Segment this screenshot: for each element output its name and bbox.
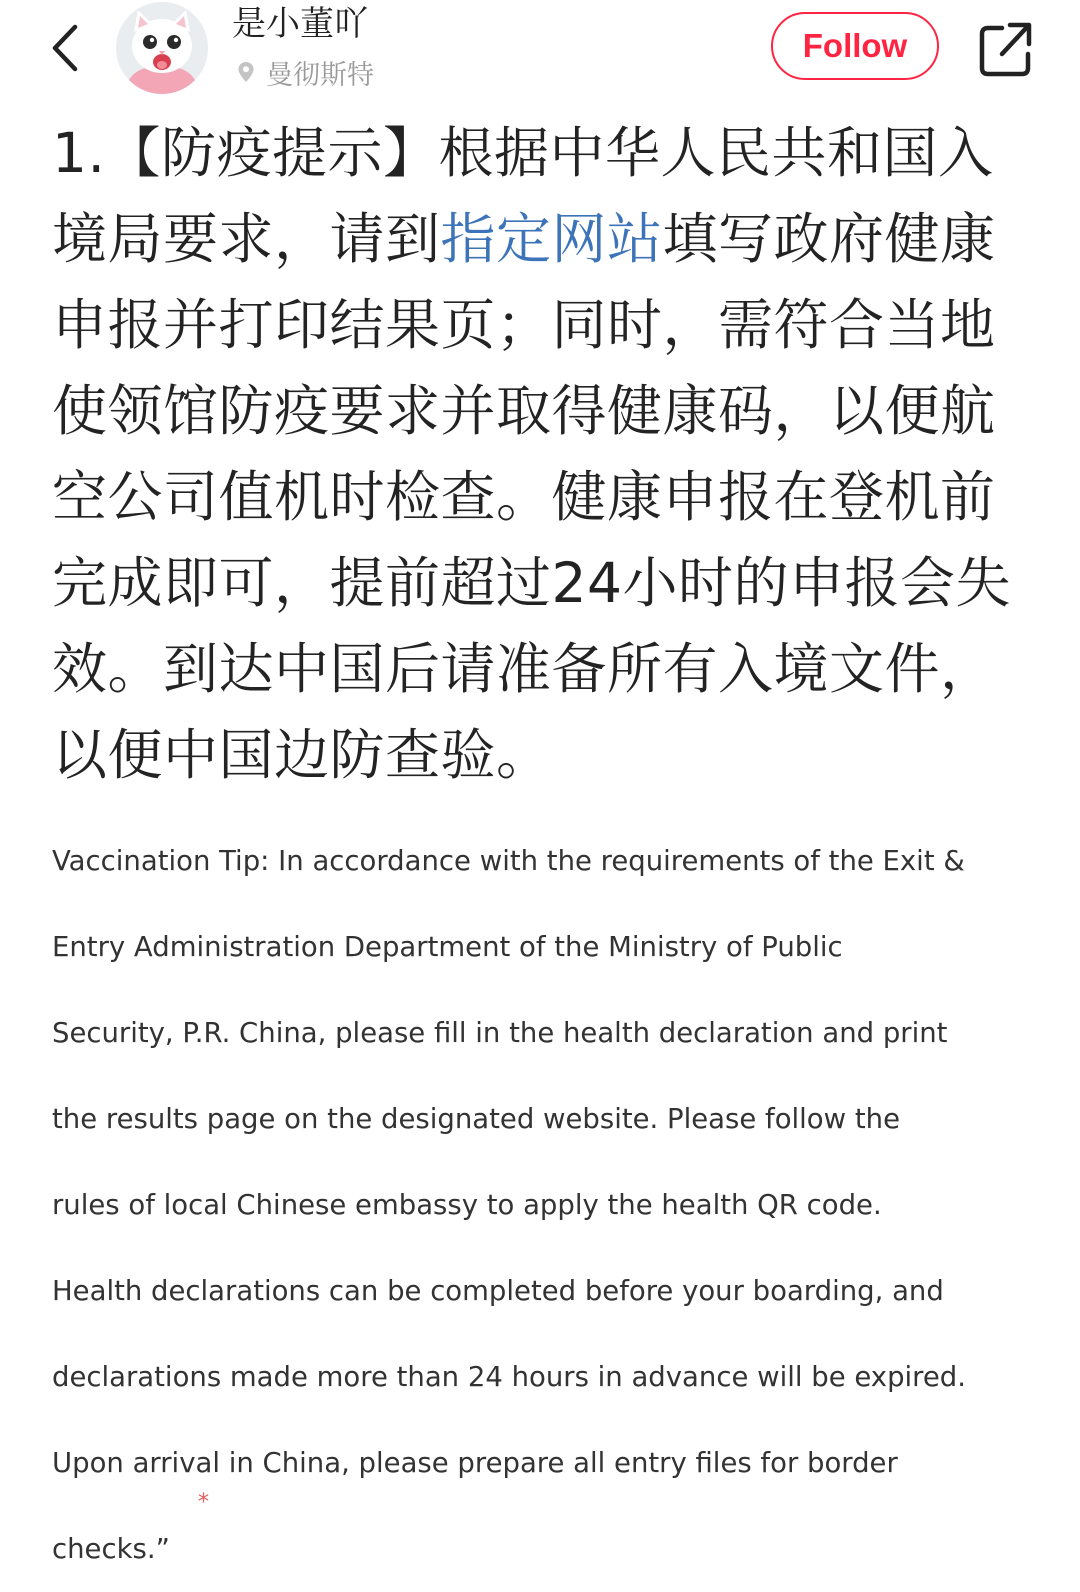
location-pin-icon bbox=[234, 60, 258, 84]
post-header bbox=[0, 0, 1080, 104]
location bbox=[234, 52, 374, 92]
cat-avatar bbox=[116, 2, 208, 94]
english-note-text bbox=[52, 818, 1042, 1592]
chinese-note-text bbox=[52, 110, 1042, 798]
en-line: Upon arrival in China, please prepare all entry files for border bbox=[52, 1447, 898, 1479]
author-name[interactable]: 是小董吖 bbox=[232, 4, 368, 44]
cn-text-before-link: 1.【防疫提示】根据中华人民共和国入境局要求，请到 bbox=[52, 121, 994, 271]
cn-text-after-link: 填写政府健康申报并打印结果页；同时，需符合当地使领馆防疫要求并取得健康码，以便航空公司值机时检查。健康申报在登机前完成即可，提前超过24小时的申报会失效。到达中国后请准备所有入境文件，以便中国边防查验。 bbox=[52, 207, 1011, 787]
follow-button[interactable]: Follow bbox=[771, 12, 939, 80]
en-line: the results page on the designated website. Please follow the bbox=[52, 1103, 900, 1135]
location-text: 曼彻斯特 bbox=[266, 59, 374, 91]
share-button[interactable] bbox=[978, 18, 1034, 78]
footnote-mark: * bbox=[198, 1490, 209, 1515]
avatar[interactable] bbox=[116, 2, 208, 94]
en-line: checks.” bbox=[52, 1533, 170, 1565]
en-line: Entry Administration Department of the Ministry of Public bbox=[52, 931, 843, 963]
en-line: Vaccination Tip: In accordance with the requirements of the Exit & bbox=[52, 845, 965, 877]
chevron-left-icon bbox=[47, 23, 81, 73]
en-line: Health declarations can be completed before your boarding, and bbox=[52, 1275, 944, 1307]
en-line: Security, P.R. China, please fill in the health declaration and print bbox=[52, 1017, 948, 1049]
designated-website-link[interactable]: 指定网站 bbox=[440, 207, 663, 271]
back-button[interactable] bbox=[36, 16, 92, 80]
en-line: declarations made more than 24 hours in advance will be expired. bbox=[52, 1361, 966, 1393]
en-line: rules of local Chinese embassy to apply the health QR code. bbox=[52, 1189, 882, 1221]
share-icon bbox=[978, 18, 1034, 78]
